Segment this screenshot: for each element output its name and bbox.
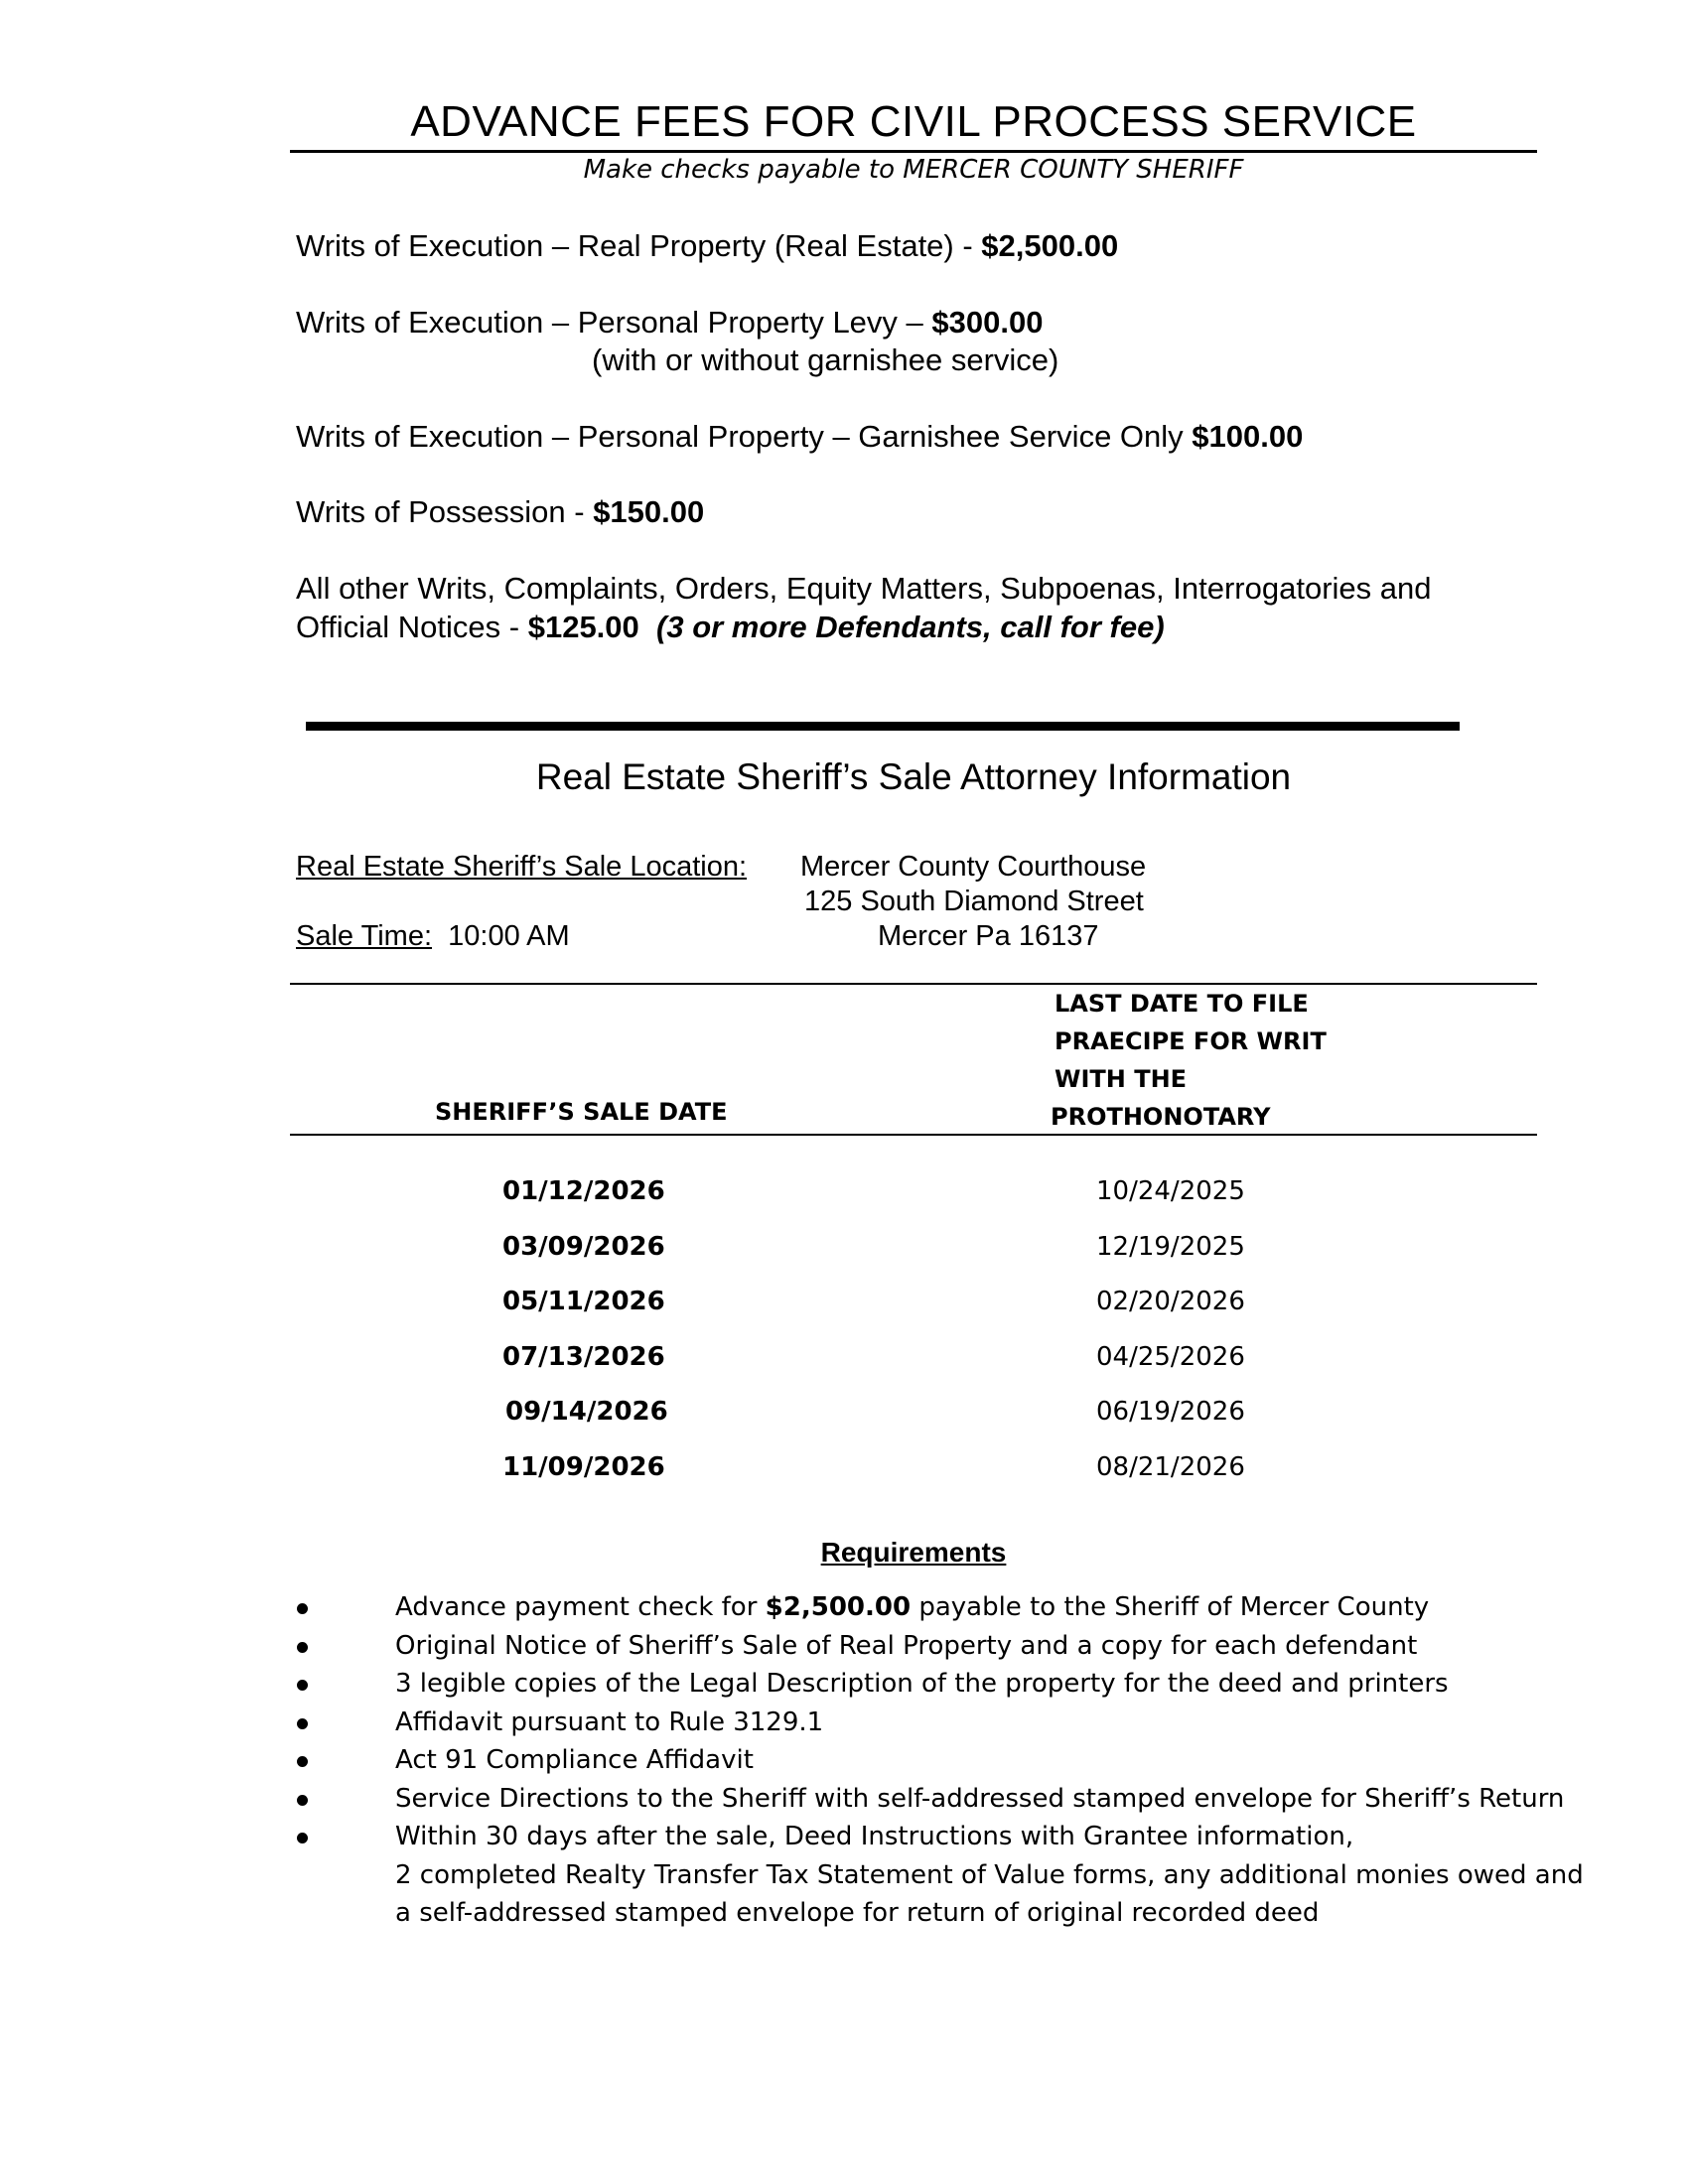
req-amount: $2,500.00	[765, 1592, 912, 1622]
list-item	[290, 1665, 1541, 1704]
bullet-icon	[297, 1833, 308, 1843]
col-header-line: PRAECIPE FOR WRIT	[1055, 1027, 1327, 1055]
fee-personal-levy-note: (with or without garnishee service)	[592, 342, 1059, 377]
req-text: a self-addressed stamped envelope for return of original recorded deed	[395, 1898, 1320, 1928]
fee-label: Writs of Execution – Personal Property Levy –	[296, 305, 932, 340]
fee-note: (3 or more Defendants, call for fee)	[656, 610, 1165, 644]
location-line3: Mercer Pa 16137	[878, 920, 1099, 952]
fee-amount: $100.00	[1192, 419, 1304, 454]
sale-time	[296, 920, 570, 953]
file-date-cell: 04/25/2026	[1096, 1342, 1245, 1372]
col-header-line: WITH THE	[1055, 1065, 1188, 1093]
fee-amount: $2,500.00	[981, 228, 1119, 263]
location-line2: 125 South Diamond Street	[804, 886, 1144, 917]
fee-label: Official Notices -	[296, 610, 528, 644]
file-date-cell: 08/21/2026	[1096, 1452, 1245, 1482]
list-item	[290, 1704, 1541, 1742]
section-divider	[306, 722, 1460, 731]
bullet-icon	[297, 1756, 308, 1767]
requirements-list	[290, 1588, 1584, 1933]
list-item	[290, 1780, 1565, 1819]
fee-label: Writs of Execution – Personal Property – Garnishee Service Only	[296, 419, 1193, 454]
req-text: 3 legible copies of the Legal Description of the property for the deed and printers	[395, 1669, 1449, 1699]
payable-note: Make checks payable to MERCER COUNTY SHERIFF	[583, 155, 1244, 185]
file-date-cell: 12/19/2025	[1096, 1232, 1245, 1262]
location-line1: Mercer County Courthouse	[800, 851, 1147, 883]
table-header-rule	[290, 1134, 1537, 1136]
list-item	[290, 1588, 1541, 1627]
sale-date-cell: 09/14/2026	[505, 1397, 668, 1427]
sale-info-heading: Real Estate Sheriff’s Sale Attorney Information	[535, 756, 1292, 797]
req-text: Service Directions to the Sheriff with self-addressed stamped envelope for Sheriff’s Return	[395, 1783, 1565, 1814]
col-header-last-date	[1051, 985, 1327, 1136]
list-item	[290, 1818, 1584, 1933]
col-header-sale-date: SHERIFF’S SALE DATE	[435, 1098, 728, 1126]
req-text: Advance payment check for	[395, 1592, 766, 1622]
bullet-icon	[297, 1718, 308, 1729]
col-header-line: PROTHONOTARY	[1051, 1103, 1271, 1131]
fee-amount: $150.00	[593, 494, 705, 529]
list-item	[290, 1741, 1541, 1780]
sale-date-cell: 05/11/2026	[502, 1287, 665, 1316]
bullet-icon	[297, 1795, 308, 1806]
fee-label: Writs of Possession -	[296, 494, 594, 529]
req-text: 2 completed Realty Transfer Tax Statement of Value forms, any additional monies owed and	[395, 1859, 1584, 1890]
sale-time-value: 10:00 AM	[448, 920, 570, 952]
req-text: Affidavit pursuant to Rule 3129.1	[395, 1706, 824, 1737]
fee-amount: $125.00	[527, 610, 639, 644]
fee-other	[296, 609, 1165, 646]
file-date-cell: 06/19/2026	[1096, 1397, 1245, 1427]
req-text: payable to the Sheriff of Mercer County	[911, 1592, 1430, 1622]
bullet-icon	[297, 1642, 308, 1653]
fee-real-property	[296, 227, 1118, 265]
sale-date-cell: 03/09/2026	[502, 1232, 665, 1262]
fee-garnishee	[296, 418, 1303, 456]
page-title: ADVANCE FEES FOR CIVIL PROCESS SERVICE	[410, 97, 1417, 146]
sale-date-cell: 11/09/2026	[502, 1452, 665, 1482]
location-label: Real Estate Sheriff’s Sale Location:	[296, 851, 748, 883]
req-text: Within 30 days after the sale, Deed Instructions with Grantee information,	[395, 1822, 1354, 1851]
fee-personal-levy	[296, 304, 1043, 341]
sale-time-label: Sale Time:	[296, 920, 432, 952]
sale-date-cell: 01/12/2026	[502, 1176, 665, 1206]
fee-possession	[296, 493, 704, 531]
col-header-line: LAST DATE TO FILE	[1055, 990, 1309, 1018]
fee-other-line1: All other Writs, Complaints, Orders, Equity Matters, Subpoenas, Interrogatories and	[296, 571, 1432, 606]
table-top-rule	[290, 983, 1537, 985]
req-text: Original Notice of Sheriff’s Sale of Real Property and a copy for each defendant	[395, 1630, 1418, 1661]
requirements-heading: Requirements	[820, 1537, 1007, 1568]
req-text: Act 91 Compliance Affidavit	[395, 1745, 754, 1775]
file-date-cell: 10/24/2025	[1096, 1176, 1245, 1206]
fee-amount: $300.00	[931, 305, 1044, 340]
list-item	[290, 1627, 1541, 1666]
bullet-icon	[297, 1680, 308, 1691]
file-date-cell: 02/20/2026	[1096, 1287, 1245, 1316]
bullet-icon	[297, 1603, 308, 1614]
fee-label: Writs of Execution – Real Property (Real Estate) -	[296, 228, 982, 263]
sale-date-cell: 07/13/2026	[502, 1342, 665, 1372]
title-divider	[290, 150, 1537, 153]
